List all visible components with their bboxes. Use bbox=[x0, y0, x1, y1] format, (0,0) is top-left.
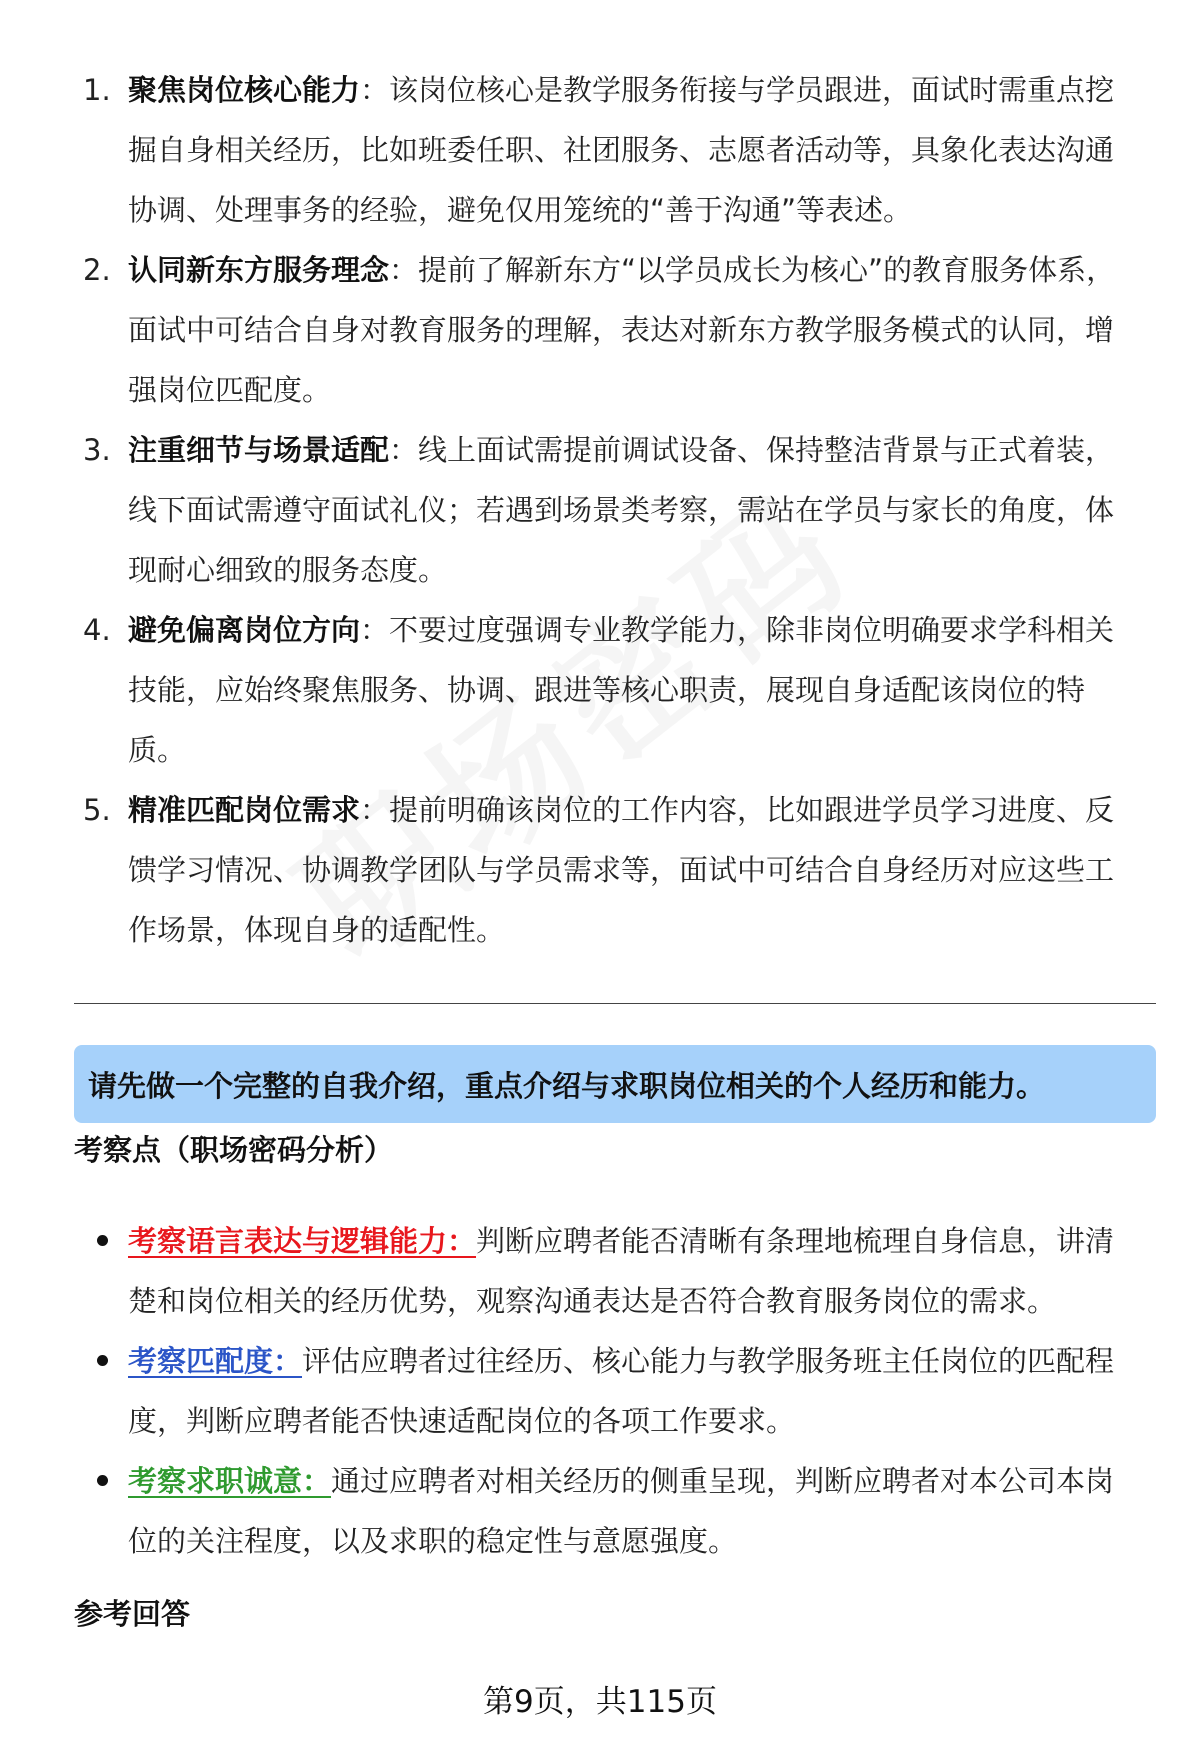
tip-title: 精准匹配岗位需求 bbox=[128, 793, 361, 827]
bullet-icon bbox=[97, 1355, 108, 1366]
point-title: 考察语言表达与逻辑能力： bbox=[128, 1224, 477, 1258]
tip-separator: ： bbox=[389, 433, 419, 467]
tip-title: 认同新东方服务理念 bbox=[128, 253, 390, 287]
section-divider bbox=[74, 1003, 1156, 1004]
bullet-icon bbox=[97, 1475, 108, 1486]
tip-number: 2. bbox=[83, 253, 111, 287]
point-title: 考察求职诚意： bbox=[128, 1464, 332, 1498]
analysis-point-3 bbox=[0, 1451, 1200, 1571]
tip-separator: ： bbox=[360, 613, 390, 647]
bullet-icon bbox=[97, 1235, 108, 1246]
tip-title: 注重细节与场景适配 bbox=[128, 433, 390, 467]
tip-text: 该岗位核心是教学服务衔接与学员跟进，面试时需重点挖掘自身相关经历，比如班委任职、社团服务、志愿者活动等，具象化表达沟通协调、处理事务的经验，避免仅用笼统的“善于沟通”等表述。 bbox=[128, 73, 1115, 227]
tip-separator: ： bbox=[360, 73, 390, 107]
tip-number: 5. bbox=[83, 793, 111, 827]
tip-number: 1. bbox=[83, 73, 111, 107]
interview-question-text: 请先做一个完整的自我介绍，重点介绍与求职岗位相关的个人经历和能力。 bbox=[88, 1068, 1046, 1103]
tip-item-2 bbox=[0, 240, 1200, 420]
analysis-heading: 考察点（职场密码分析） bbox=[74, 1133, 394, 1167]
analysis-point-1 bbox=[0, 1211, 1200, 1331]
point-text: 判断应聘者能否清晰有条理地梳理自身信息，讲清楚和岗位相关的经历优势，观察沟通表达是否符合教育服务岗位的需求。 bbox=[128, 1224, 1115, 1318]
tip-title: 聚焦岗位核心能力 bbox=[128, 73, 361, 107]
point-text: 评估应聘者过往经历、核心能力与教学服务班主任岗位的匹配程度，判断应聘者能否快速适配岗位的各项工作要求。 bbox=[128, 1344, 1115, 1438]
interview-question-box bbox=[74, 1045, 1156, 1123]
tip-separator: ： bbox=[360, 793, 390, 827]
tip-text: 提前明确该岗位的工作内容，比如跟进学员学习进度、反馈学习情况、协调教学团队与学员需求等，面试中可结合自身经历对应这些工作场景，体现自身的适配性。 bbox=[128, 793, 1115, 947]
point-text: 通过应聘者对相关经历的侧重呈现，判断应聘者对本公司本岗位的关注程度，以及求职的稳定性与意愿强度。 bbox=[128, 1464, 1115, 1558]
tip-item-5 bbox=[0, 780, 1200, 960]
analysis-point-2 bbox=[0, 1331, 1200, 1451]
tip-item-4 bbox=[0, 600, 1200, 780]
point-title: 考察匹配度： bbox=[128, 1344, 303, 1378]
tip-text: 线上面试需提前调试设备、保持整洁背景与正式着装，线下面试需遵守面试礼仪；若遇到场景类考察，需站在学员与家长的角度，体现耐心细致的服务态度。 bbox=[128, 433, 1115, 587]
tip-number: 4. bbox=[83, 613, 111, 647]
analysis-points-list bbox=[0, 1211, 1200, 1571]
tip-text: 提前了解新东方“以学员成长为核心”的教育服务体系，面试中可结合自身对教育服务的理解，表达对新东方教学服务模式的认同，增强岗位匹配度。 bbox=[128, 253, 1116, 407]
tip-separator: ： bbox=[389, 253, 419, 287]
tip-title: 避免偏离岗位方向 bbox=[128, 613, 361, 647]
tip-number: 3. bbox=[83, 433, 111, 467]
tip-item-1 bbox=[0, 60, 1200, 240]
tip-item-3 bbox=[0, 420, 1200, 600]
reference-answer-heading: 参考回答 bbox=[74, 1597, 191, 1631]
tip-text: 不要过度强调专业教学能力，除非岗位明确要求学科相关技能，应始终聚焦服务、协调、跟进等核心职责，展现自身适配该岗位的特质。 bbox=[128, 613, 1115, 767]
page-footer: 第9页，共115页 bbox=[483, 1684, 717, 1720]
tips-list bbox=[0, 60, 1200, 960]
